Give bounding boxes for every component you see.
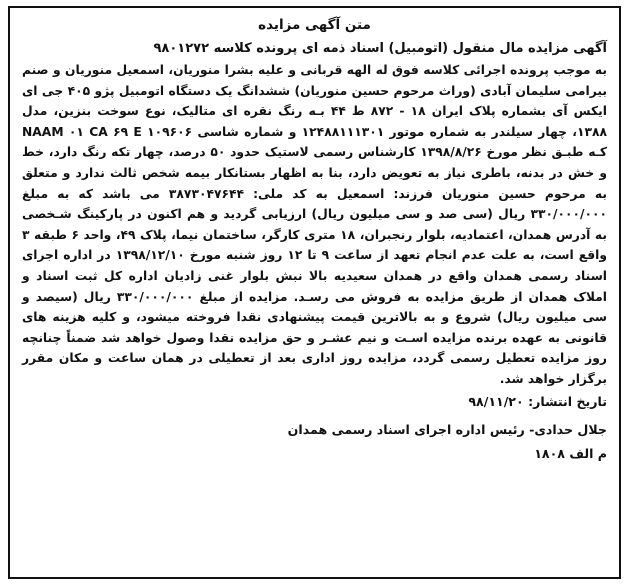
notice-title: متن آگهی مزایده — [258, 17, 371, 33]
notice-subtitle: آگهی مزایده مال منقول (اتومبیل) اسناد ذمه ای پرونده کلاسه ۹۸۰۱۲۷۲ — [153, 41, 607, 56]
signer-line: جلال حدادی- رئیس اداره اجرای اسناد رسمی همدان — [287, 421, 607, 437]
notice-code: م الف ۱۸۰۸ — [534, 445, 607, 461]
publish-date: تاریخ انتشار: ۹۸/۱۱/۲۰ — [468, 393, 607, 409]
notice-body: به موجب پرونده اجرائی کلاسه فوق له الهه قربانی و علیه بشرا منوریان، اسمعیل منوریان و صنم بیرامی سلیمان آبادی (وراث مرحوم حسین منوریان) ششدانگ یک دستگاه اتومبیل پژو ۴۰۵ جی ای ایکس آی بشماره پلاک ایران ۱۸ - ۸۷۲ ط ۴۴ بـه رنگ نقره ای متالیک، نوع سوخت بنزین، مدل ۱۳۸۸، چهار سیلندر به شماره موتور ۱۲۴۸۸۱۱۱۳۰۱ و شماره شاسی NAAM ۰۱ CA ۶۹ E ۱۰۹۶۰۶ کـه طبـق نظر مورخ ۱۳۹۸/۸/۲۶ کارشناس رسمی لاستیک حدود ۵۰ درصد، چهار تکه رنگ دارد، خط و خش در بدنه، باطری نیاز به تعویض دارد، بنا به اظهار بستانکار بیمه شخص ثالث ندارد و متعلق به مرحوم حسین منوریان فرزند: اسمعیل به کد ملی: ۳۸۷۳۰۴۷۶۴۴ می باشد که به مبلغ ۳۳۰/۰۰۰/۰۰۰ ریال (سی صد و سی میلیون ریال) ارزیابی گردید و هم اکنون در پارکینگ شـخصی به آدرس همدان، اعتمادیه، بلوار رنجبران، ۱۸ متری کارگر، ساختمان نیما، پلاک ۴۹، واحد ۶ طبقه ۳ واقع است، به علت عدم انجام تعهد از ساعت ۹ تا ۱۲ روز شنبه مورخ ۱۳۹۸/۱۲/۱۰ در اداره اجرای اسناد رسمی همدان واقع در همدان سعیدیه بالا نبش بلوار غنی زادیان اداره کل ثبت اسناد و املاک همدان از طریق مزایده به فروش می رسـد. مزایده از مبلغ ۳۳۰/۰۰۰/۰۰۰ ریال (سیصد و سی میلیون ریال) شروع و به بالاترین قیمت پیشنهادی نقدا فروخته میشود، و کلیه هزینه های قانونی به عهده برنده مزایده اسـت و نیم عشـر و حق مزایده نقدا وصول خواهد شد ضمناً چنانچه روز مزایده تعطیل رسمی گردد، مزایده روز اداری بعد از تعطیلی در همان ساعت و مکان مقرر برگزار خواهد شد. — [22, 63, 608, 386]
auction-notice — [8, 6, 621, 579]
